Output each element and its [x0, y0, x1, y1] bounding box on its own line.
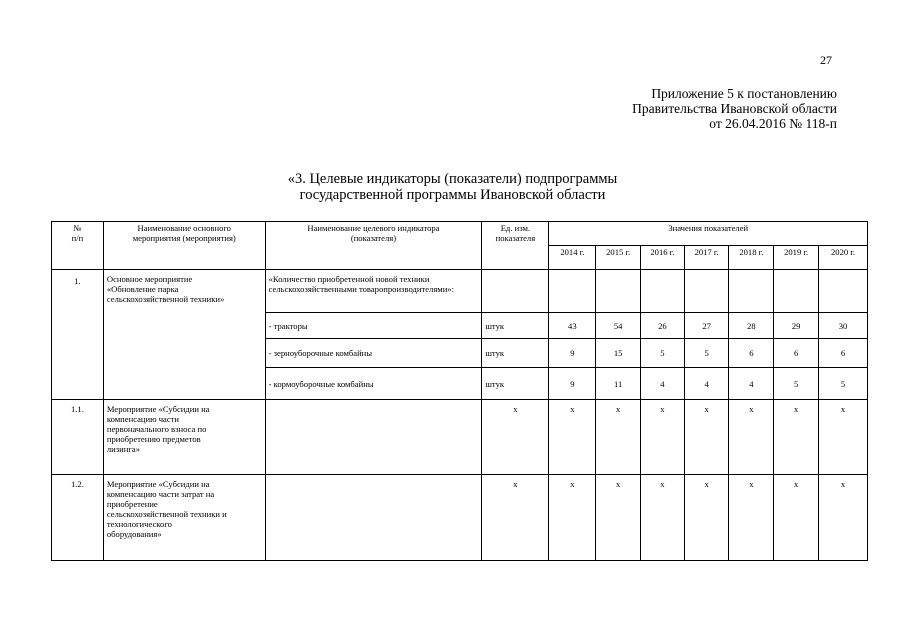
row-value [549, 270, 596, 313]
row-value: х [641, 400, 685, 475]
sub-value: 5 [684, 339, 729, 368]
indicators-table [51, 221, 868, 561]
header-year: 2018 г. [729, 246, 774, 270]
sub-value: 15 [596, 339, 641, 368]
header-no-line-1: № [73, 223, 82, 233]
sub-value: 4 [641, 368, 685, 400]
row-value [729, 270, 774, 313]
header-year: 2019 г. [774, 246, 819, 270]
sub-value: 43 [549, 313, 596, 339]
header-unit-line-1: Ед. изм. [500, 223, 531, 233]
row-event-line: Основное мероприятие [106, 274, 193, 284]
row-value [818, 270, 867, 313]
sub-value: 54 [596, 313, 641, 339]
header-year: 2020 г. [818, 246, 867, 270]
row-value: х [684, 475, 729, 561]
row-event-line: приобретение [106, 499, 158, 509]
appendix-line-1: Приложение 5 к постановлению [651, 86, 837, 101]
row-value: х [641, 475, 685, 561]
table-row [52, 400, 868, 475]
sub-value: 6 [774, 339, 819, 368]
sub-value: 27 [684, 313, 729, 339]
sub-value: 30 [818, 313, 867, 339]
row-event-line: технологического [106, 519, 172, 529]
table-row [52, 475, 868, 561]
header-event-line-2: мероприятия (мероприятия) [132, 233, 236, 243]
row-value: х [596, 400, 641, 475]
row-event-line: сельскохозяйственной техники и [106, 509, 227, 519]
row-number: 1.1. [52, 400, 104, 475]
header-year: 2015 г. [596, 246, 641, 270]
header-no-line-2: п/п [71, 233, 84, 243]
row-value: х [549, 400, 596, 475]
row-indicator [265, 400, 482, 475]
header-unit-line-2: показателя [495, 233, 536, 243]
header-year: 2014 г. [549, 246, 596, 270]
sub-indicator: - зерноуборочные комбайны [265, 339, 482, 368]
row-event-line: приобретению предметов [106, 434, 201, 444]
document-heading [0, 171, 905, 203]
row-value [684, 270, 729, 313]
row-number: 1. [52, 270, 104, 400]
header-year: 2016 г. [641, 246, 685, 270]
row-value: х [596, 475, 641, 561]
header-unit [482, 222, 549, 270]
row-unit: х [482, 475, 549, 561]
row-event-line: сельскохозяйственной техники» [106, 294, 225, 304]
header-year: 2017 г. [684, 246, 729, 270]
row-event-line: Мероприятие «Субсидии на [106, 479, 210, 489]
row-event-line: первоначального взноса по [106, 424, 207, 434]
appendix-reference [632, 86, 837, 131]
row-unit: х [482, 400, 549, 475]
row-number: 1.2. [52, 475, 104, 561]
row-unit [482, 270, 549, 313]
sub-value: 5 [774, 368, 819, 400]
row-event-line: компенсацию части [106, 414, 180, 424]
row-value: х [729, 475, 774, 561]
sub-value: 28 [729, 313, 774, 339]
sub-unit: штук [482, 368, 549, 400]
sub-value: 29 [774, 313, 819, 339]
row-event-line: оборудования» [106, 529, 162, 539]
row-value [641, 270, 685, 313]
heading-line-2: государственной программы Ивановской области [299, 187, 606, 203]
sub-value: 5 [641, 339, 685, 368]
row-event-line: Мероприятие «Субсидии на [106, 404, 210, 414]
header-values: Значения показателей [549, 222, 868, 246]
sub-indicator: - тракторы [265, 313, 482, 339]
row-value: х [818, 400, 867, 475]
row-event [103, 475, 265, 561]
row-indicator: «Количество приобретенной новой техники сельскохозяйственными товаропроизводителями»: [265, 270, 482, 313]
sub-value: 26 [641, 313, 685, 339]
appendix-line-3: от 26.04.2016 № 118-п [709, 116, 837, 131]
sub-value: 4 [684, 368, 729, 400]
sub-unit: штук [482, 339, 549, 368]
sub-indicator: - кормоуборочные комбайны [265, 368, 482, 400]
header-event-line-1: Наименование основного [137, 223, 231, 233]
row-value [774, 270, 819, 313]
sub-value: 6 [818, 339, 867, 368]
row-event [103, 400, 265, 475]
table-header-row [52, 222, 868, 246]
sub-value: 9 [549, 368, 596, 400]
row-event-line: компенсацию части затрат на [106, 489, 215, 499]
appendix-line-2: Правительства Ивановской области [632, 101, 837, 116]
header-indicator-line-1: Наименование целевого индикатора [307, 223, 440, 233]
row-value: х [818, 475, 867, 561]
header-event [103, 222, 265, 270]
sub-unit: штук [482, 313, 549, 339]
row-event-line: лизинга» [106, 444, 140, 454]
header-no [52, 222, 104, 270]
heading-line-1: «3. Целевые индикаторы (показатели) подпрограммы [287, 171, 618, 187]
row-value: х [729, 400, 774, 475]
sub-value: 11 [596, 368, 641, 400]
row-value: х [549, 475, 596, 561]
table-row [52, 270, 868, 313]
row-value: х [774, 400, 819, 475]
page-number: 27 [820, 53, 832, 67]
row-indicator [265, 475, 482, 561]
sub-value: 5 [818, 368, 867, 400]
sub-value: 9 [549, 339, 596, 368]
row-value: х [774, 475, 819, 561]
row-value: х [684, 400, 729, 475]
sub-value: 4 [729, 368, 774, 400]
row-event-line: «Обновление парка [106, 284, 179, 294]
row-value [596, 270, 641, 313]
header-indicator [265, 222, 482, 270]
row-event [103, 270, 265, 400]
header-indicator-line-2: (показателя) [350, 233, 397, 243]
sub-value: 6 [729, 339, 774, 368]
